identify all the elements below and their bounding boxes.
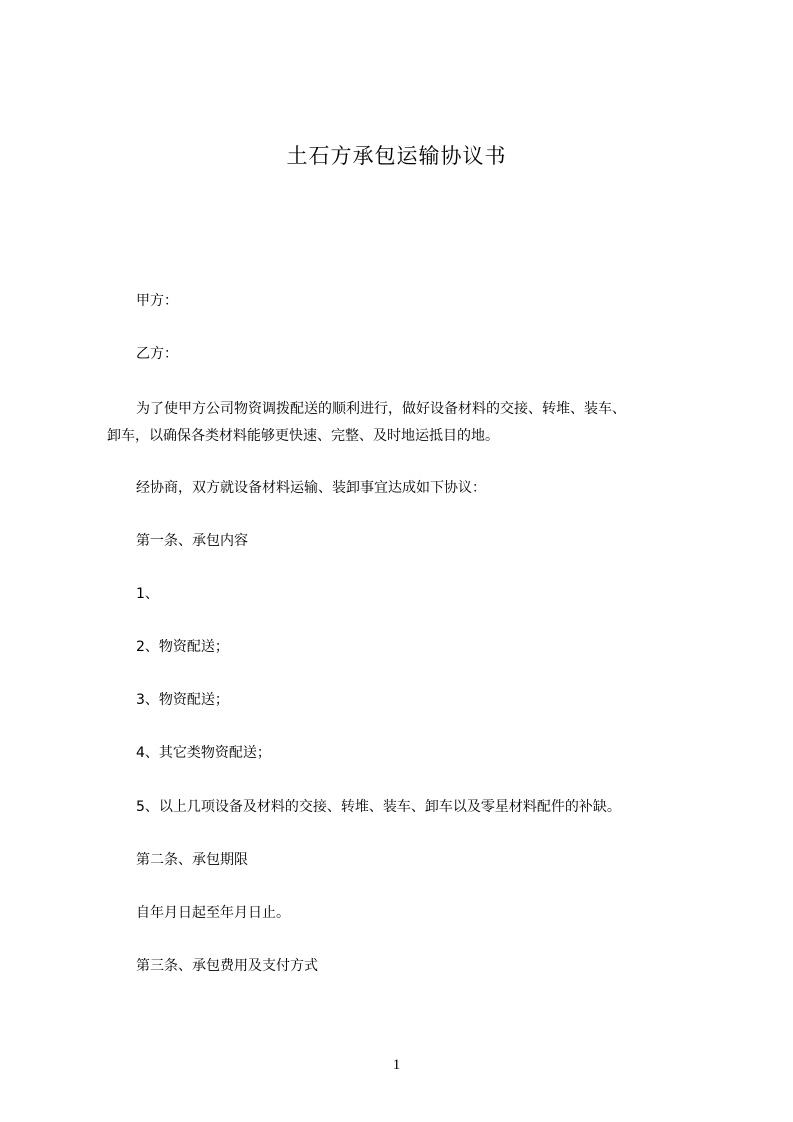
agreement-statement: 经协商，双方就设备材料运输、装卸事宜达成如下协议： <box>136 480 486 496</box>
document-title: 土石方承包运输协议书 <box>286 144 507 168</box>
term-text: 自年月日起至年月日止。 <box>136 905 290 921</box>
list-item: 5、以上几项设备及材料的交接、转堆、装车、卸车以及零星材料配件的补缺。 <box>136 799 621 815</box>
page-number: 1 <box>392 1057 401 1073</box>
list-item: 3、物资配送； <box>136 692 229 708</box>
intro-line-2: 卸车，以确保各类材料能够更快速、完整、及时地运抵目的地。 <box>107 428 499 444</box>
article-1-heading: 第一条、承包内容 <box>136 533 248 549</box>
article-3-heading: 第三条、承包费用及支付方式 <box>136 958 318 974</box>
list-item: 4、其它类物资配送； <box>136 745 271 761</box>
intro-paragraph <box>107 396 707 450</box>
party-a-label: 甲方： <box>136 293 178 309</box>
list-item: 2、物资配送； <box>136 639 229 655</box>
list-item: 1、 <box>136 586 159 602</box>
party-b-label: 乙方： <box>136 346 178 362</box>
article-2-heading: 第二条、承包期限 <box>136 852 248 868</box>
intro-line-1: 为了使甲方公司物资调拨配送的顺利进行，做好设备材料的交接、转堆、装车、 <box>136 401 626 417</box>
